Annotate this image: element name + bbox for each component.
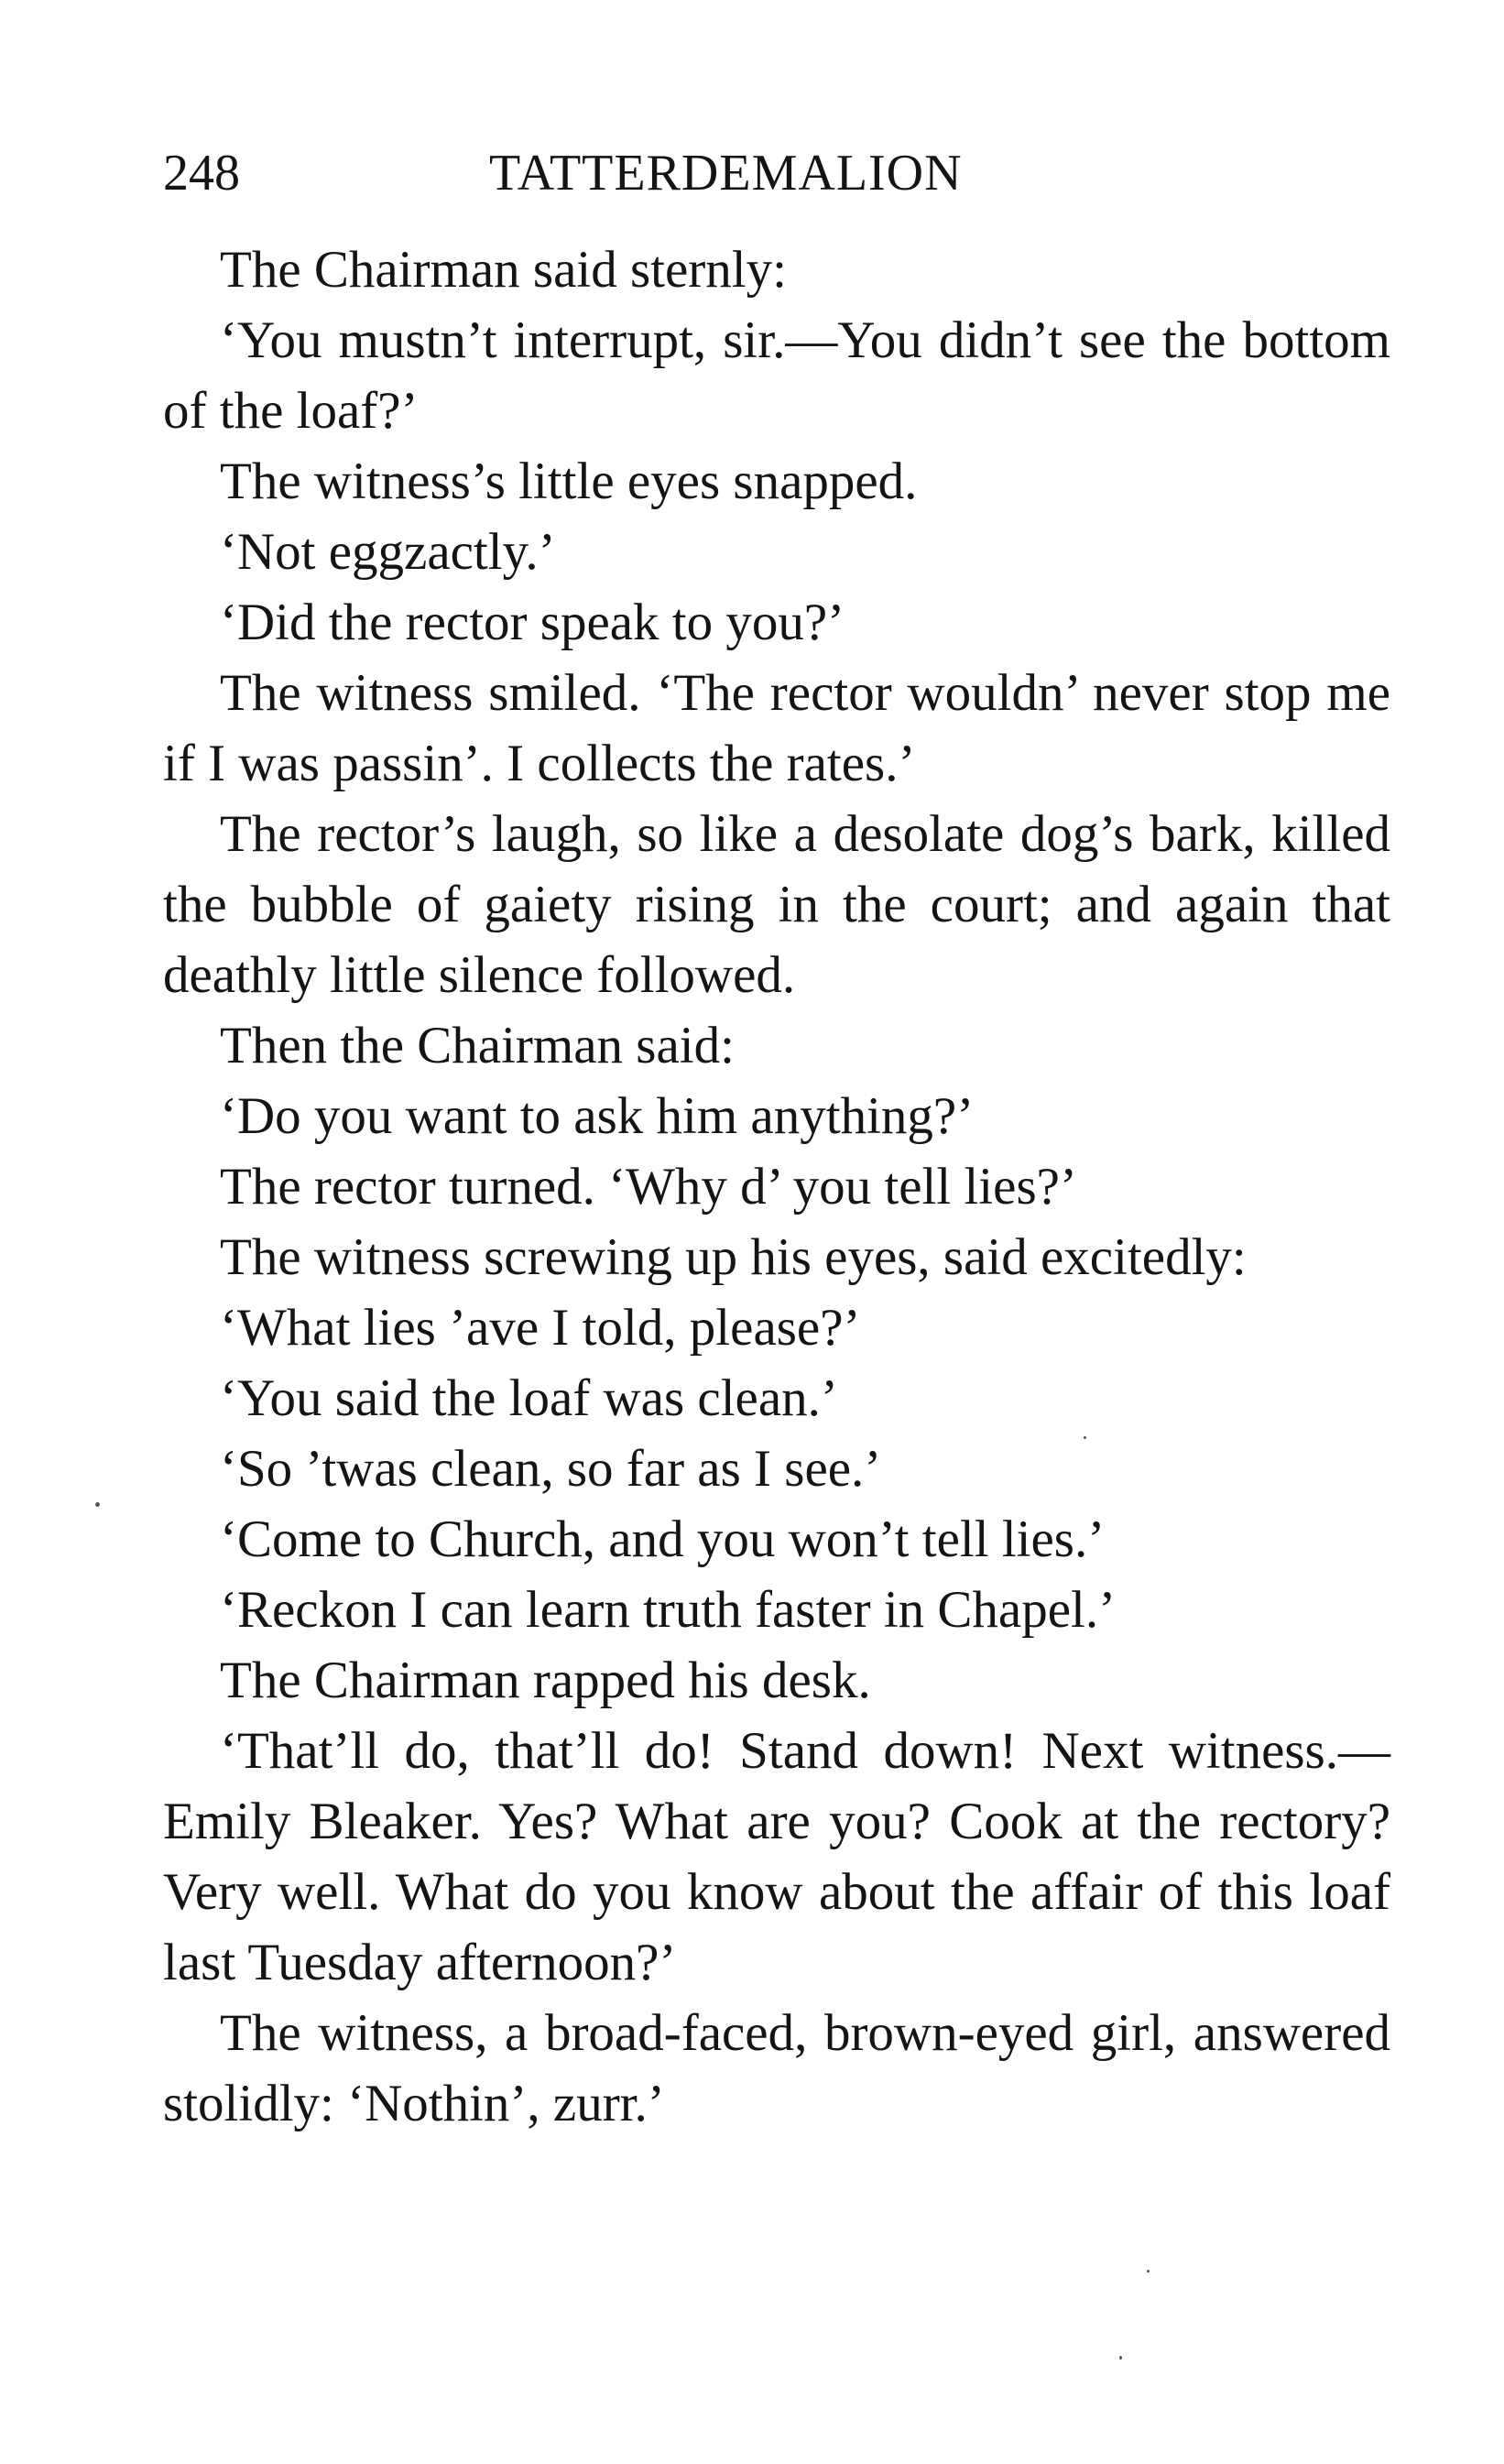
paragraph: ‘Not eggzactly.’ [220,523,556,581]
paragraph: The witness, a broad-faced, brown-eyed girl, answered stolidly: ‘Nothin’, zurr.’ [163,2004,1390,2132]
print-speck [95,1502,100,1507]
book-page [163,137,1390,2139]
print-speck [1147,2270,1150,2273]
running-head: TATTERDEMALION [489,145,963,202]
paragraph: The witness screwing up his eyes, said excitedly: [220,1228,1247,1286]
paragraph: Then the Chairman said: [220,1017,735,1074]
print-speck [1119,2356,1122,2360]
paragraph: The rector turned. ‘Why d’ you tell lies?’ [220,1158,1077,1216]
page-number: 248 [163,145,240,202]
paragraph: ‘That’ll do, that’ll do! Stand down! Next witness.—Emily Bleaker. Yes? What are you? Cook at the rectory? Very well. What do you know about the affair of this loaf last Tuesday afternoon?’ [163,1722,1390,1991]
paragraph: The rector’s laugh, so like a desolate dog’s bark, killed the bubble of gaiety rising in the court; and again that deathly little silence followed. [163,805,1390,1004]
paragraph: ‘So ’twas clean, so far as I see.’ [220,1440,882,1498]
paragraph: The Chairman said sternly: [220,241,787,299]
paragraph: The Chairman rapped his desk. [220,1652,871,1709]
paragraph: ‘Reckon I can learn truth faster in Chapel.’ [220,1581,1117,1639]
paragraph: ‘What lies ’ave I told, please?’ [220,1299,861,1357]
print-speck [1084,1436,1086,1439]
paragraph: ‘You mustn’t interrupt, sir.—You didn’t see the bottom of the loaf?’ [163,311,1390,440]
paragraph: ‘Do you want to ask him anything?’ [220,1087,975,1145]
paragraph: The witness’s little eyes snapped. [220,452,918,510]
paragraph: ‘You said the loaf was clean.’ [220,1369,838,1427]
page-header [163,137,1390,209]
paragraph: ‘Did the rector speak to you?’ [220,594,845,651]
paragraph: The witness smiled. ‘The rector wouldn’ never stop me if I was passin’. I collects the rates.’ [163,664,1390,792]
paragraph: ‘Come to Church, and you won’t tell lies.’ [220,1510,1106,1568]
body-text [163,234,1390,2139]
